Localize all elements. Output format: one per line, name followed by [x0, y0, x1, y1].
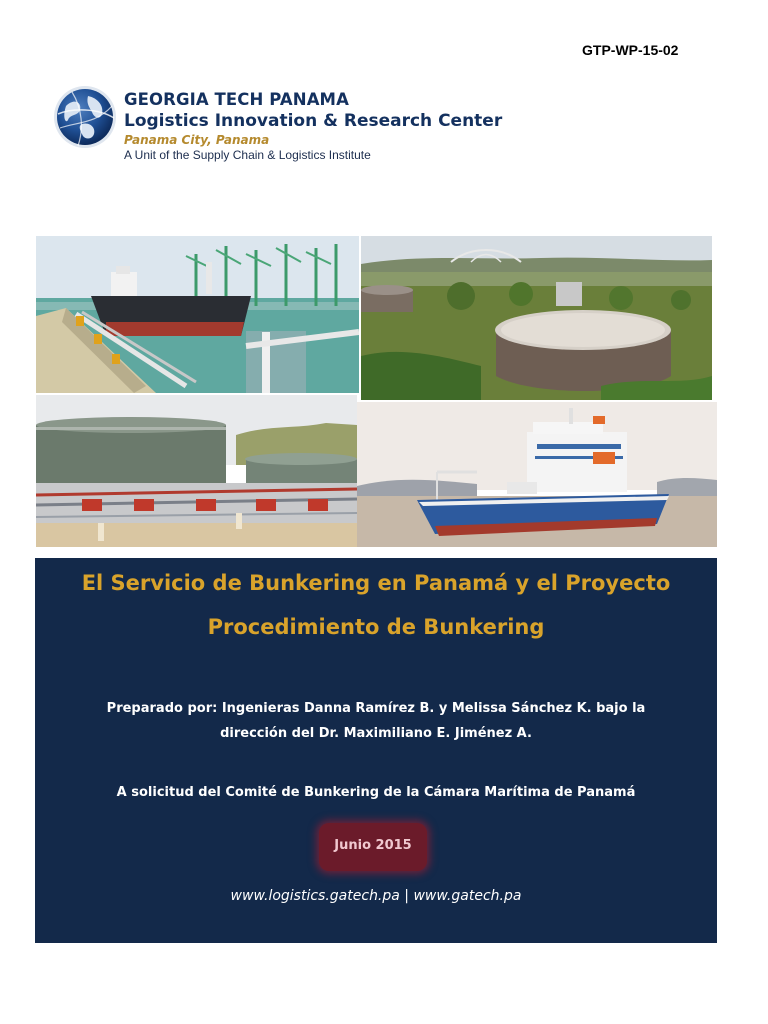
report-title-line-1: El Servicio de Bunkering en Panamá y el Proyecto [81, 571, 671, 595]
request-line: A solicitud del Comité de Bunkering de la Cámara Marítima de Panamá [116, 785, 636, 800]
photo-storage-tank [361, 236, 712, 400]
globe-logo-icon [52, 84, 118, 150]
photo-tank-farm [36, 395, 357, 547]
publication-date: Junio 2015 [334, 838, 412, 853]
photo-bunker-vessel [357, 402, 717, 547]
prepared-by-line-1: Preparado por: Ingenieras Danna Ramírez B. y Melissa Sánchez K. bajo la [106, 701, 646, 716]
website-links: www.logistics.gatech.pa | www.gatech.pa [230, 888, 522, 904]
organization-block [124, 90, 502, 163]
prepared-by-line-2: dirección del Dr. Maximiliano E. Jiménez A. [220, 726, 532, 741]
org-name: GEORGIA TECH PANAMA [124, 90, 349, 109]
document-code: GTP-WP-15-02 [582, 42, 679, 58]
title-panel [35, 558, 717, 943]
date-badge [319, 823, 427, 871]
org-city: Panama City, Panama [124, 133, 270, 147]
center-name: Logistics Innovation & Research Center [124, 111, 503, 131]
photo-tanker-at-pier [36, 236, 359, 393]
report-title-line-2: Procedimiento de Bunkering [207, 615, 545, 639]
org-unit: A Unit of the Supply Chain & Logistics Institute [124, 148, 371, 162]
